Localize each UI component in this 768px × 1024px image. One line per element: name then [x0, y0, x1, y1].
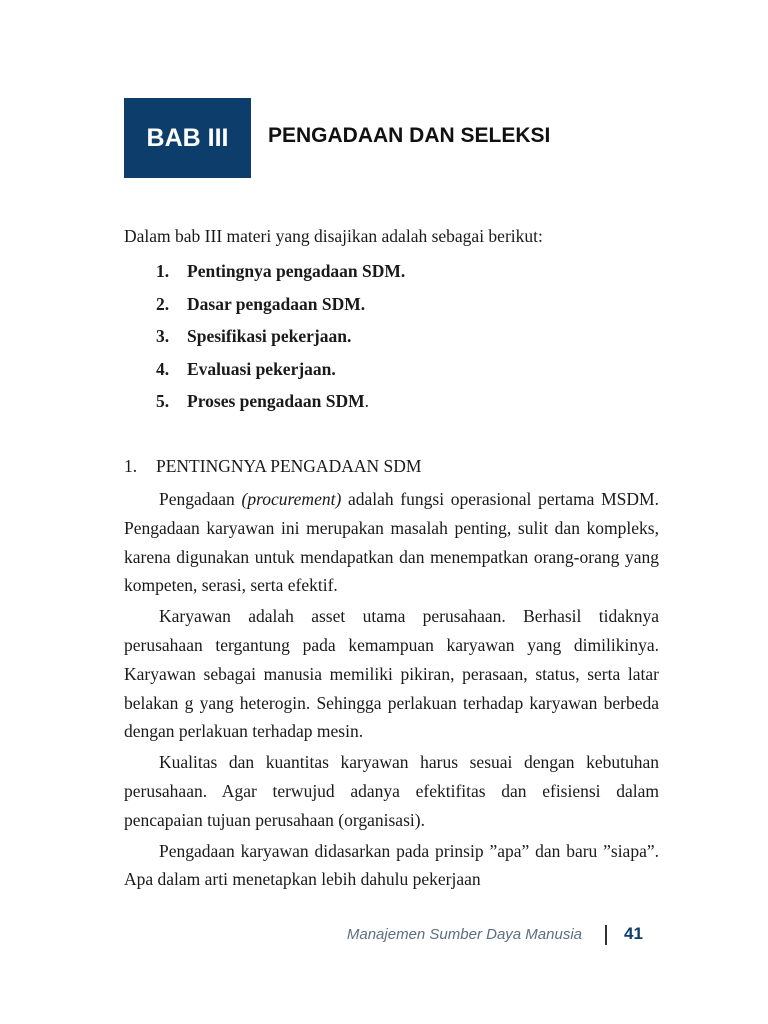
footer-book-title: Manajemen Sumber Daya Manusia — [346, 926, 582, 943]
page-number: 41 — [624, 924, 643, 943]
topic-text: Evaluasi pekerjaan. — [187, 358, 336, 379]
topic-number: 2. — [156, 293, 170, 314]
italic-term: (procurement) — [241, 489, 342, 509]
section-body — [124, 485, 659, 896]
paragraph: Karyawan adalah asset utama perusahaan. Berhasil tidaknya perusahaan tergantung pada kemampuan karyawan yang dimilikinya. Karyawan sebagai manusia memiliki pikiran, perasaan, status, serta latar belakan g yang heterogin. Sehingga perlakuan terhadap karyawan berbeda dengan perlakuan terhadap mesin. — [124, 606, 659, 742]
section-heading — [124, 456, 421, 477]
paragraph — [124, 485, 659, 600]
footer-divider — [605, 925, 607, 945]
chapter-label: BAB III — [146, 123, 229, 152]
topic-number: 5. — [156, 391, 170, 411]
topic-text: Pentingnya pengadaan SDM. — [187, 261, 406, 281]
paragraph: Kualitas dan kuantitas karyawan harus sesuai dengan kebutuhan perusahaan. Agar terwujud adanya efektifitas dan efisiensi dalam pencapaian tujuan perusahaan (organisasi). — [124, 752, 659, 830]
paragraph: Pengadaan karyawan didasarkan pada prinsip ”apa” dan baru ”siapa”. Apa dalam arti menetapkan lebih dahulu pekerjaan — [124, 840, 659, 890]
topic-number: 4. — [156, 358, 170, 379]
topic-number: 3. — [156, 326, 170, 346]
topic-item — [156, 291, 405, 324]
topic-item — [156, 388, 405, 421]
topic-item — [156, 258, 405, 291]
intro-text: Dalam bab III materi yang disajikan adalah sebagai berikut: — [124, 226, 543, 246]
topic-text: Dasar pengadaan SDM. — [187, 293, 366, 314]
topic-text: Spesifikasi pekerjaan. — [187, 326, 352, 346]
paragraph-lead: Pengadaan — [159, 489, 235, 509]
topic-list — [156, 258, 405, 421]
topic-number: 1. — [156, 261, 170, 281]
topic-item — [156, 356, 405, 389]
chapter-title: PENGADAAN DAN SELEKSI — [268, 124, 551, 147]
chapter-label-box — [124, 98, 251, 178]
topic-trailing-period: . — [364, 391, 369, 411]
section-title: PENTINGNYA PENGADAAN SDM — [156, 456, 422, 476]
topic-text: Proses pengadaan SDM — [187, 391, 365, 411]
paragraph-rest: adalah fungsi operasional pertama MSDM. Pengadaan karyawan ini merupakan masalah penting, sulit dan kompleks, karena digunakan untuk mendapatkan dan menempatkan orang-orang yang kompeten, serasi, serta efektif. — [124, 489, 659, 596]
section-number: 1. — [124, 456, 138, 476]
topic-item — [156, 323, 405, 356]
